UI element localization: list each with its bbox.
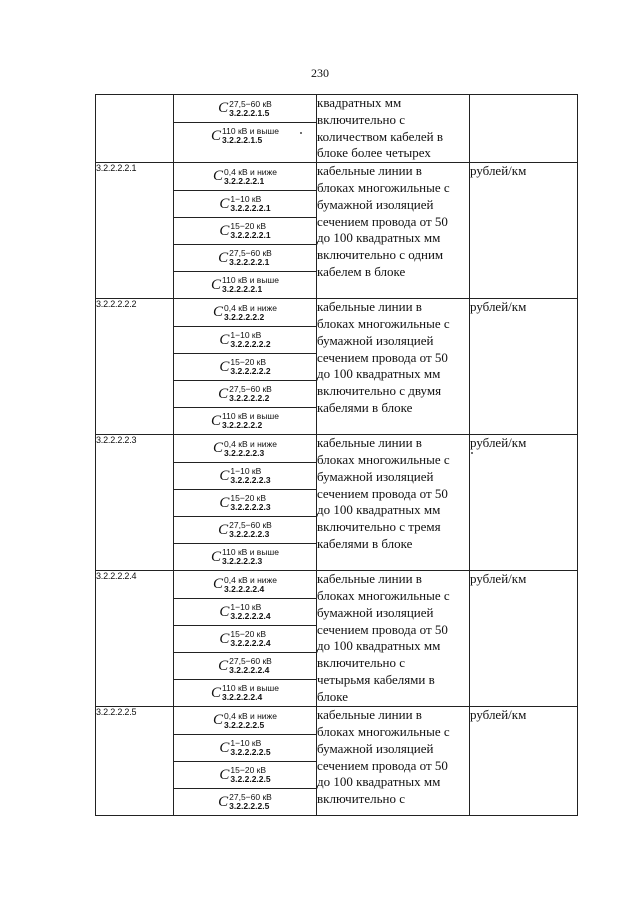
rate-symbol (174, 734, 316, 761)
description-line: бумажной изоляцией (317, 468, 434, 484)
symbol-letter: C (213, 712, 224, 729)
symbol-voltage: 1−10 кВ (230, 738, 262, 749)
symbol-letter: C (211, 276, 222, 293)
scan-speck (471, 452, 473, 454)
table-row (96, 299, 578, 435)
symbol-letter: C (219, 467, 230, 484)
description-line: сечением провода от 50 (317, 213, 448, 229)
symbol-letter: C (211, 684, 222, 701)
symbol-index: 3.2.2.2.2.2 (230, 339, 271, 350)
symbol-index: 3.2.2.2.2.3 (224, 447, 265, 458)
symbol-cell (174, 299, 317, 435)
rate-symbol (174, 407, 316, 434)
symbol-cell (174, 163, 317, 299)
table-row (96, 435, 578, 571)
description-line: кабелем в блоке (317, 263, 406, 279)
symbol-voltage: 1−10 кВ (230, 602, 262, 613)
row-unit: рублей/км (470, 435, 578, 571)
symbol-index: 3.2.2.2.2.4 (229, 665, 270, 676)
symbol-voltage: 27,5−60 кВ (229, 384, 272, 395)
symbol-letter: C (219, 358, 230, 375)
symbol-index: 3.2.2.2.2.2 (222, 420, 263, 431)
rate-symbol (174, 462, 316, 489)
description-line: сечением провода от 50 (317, 349, 448, 365)
rate-symbol (174, 122, 316, 149)
symbol-index: 3.2.2.2.2.2 (230, 366, 271, 377)
symbol-voltage: 27,5−60 кВ (229, 792, 272, 803)
rate-symbol (174, 516, 316, 543)
symbol-index: 3.2.2.2.2.2 (229, 393, 270, 404)
symbol-letter: C (218, 657, 229, 674)
symbol-voltage: 27,5−60 кВ (229, 520, 272, 531)
symbol-letter: C (219, 603, 230, 620)
symbol-index: 3.2.2.2.2.4 (224, 583, 265, 594)
symbol-index: 3.2.2.2.1.5 (229, 107, 270, 118)
symbol-voltage: 27,5−60 кВ (229, 248, 272, 259)
description-line: включительно с одним (317, 247, 444, 263)
description-line: бумажной изоляцией (317, 332, 434, 348)
symbol-cell (174, 571, 317, 707)
symbol-letter: C (219, 195, 230, 212)
row-description (317, 95, 470, 163)
rate-symbol (174, 625, 316, 652)
symbol-voltage: 0,4 кВ и ниже (224, 302, 277, 313)
symbol-index: 3.2.2.2.2.5 (230, 774, 271, 785)
description-line: четырьмя кабелями в (317, 671, 435, 687)
symbol-voltage: 15−20 кВ (230, 221, 267, 232)
symbol-index: 3.2.2.2.2.4 (230, 638, 271, 649)
symbol-index: 3.2.2.2.2.5 (230, 747, 271, 758)
symbol-letter: C (219, 739, 230, 756)
symbol-voltage: 110 кВ и выше (222, 683, 279, 694)
symbol-letter: C (219, 494, 230, 511)
description-line: до 100 квадратных мм (317, 638, 441, 654)
symbol-index: 3.2.2.2.2.5 (229, 801, 270, 812)
rate-symbol (174, 679, 316, 706)
rate-symbol (174, 571, 316, 598)
description-line: кабельные линии в (317, 299, 422, 315)
symbol-index: 3.2.2.2.2.3 (229, 529, 270, 540)
description-line: включительно с двумя (317, 383, 442, 399)
symbol-index: 3.2.2.2.2.1 (222, 284, 263, 295)
rate-symbol (174, 163, 316, 190)
row-code: 3.2.2.2.2.5 (96, 707, 174, 816)
symbol-letter: C (218, 793, 229, 810)
rate-symbol (174, 353, 316, 380)
description-line: до 100 квадратных мм (317, 230, 441, 246)
description-line: сечением провода от 50 (317, 485, 448, 501)
rate-symbol (174, 788, 316, 815)
symbol-letter: C (219, 331, 230, 348)
rate-symbol (174, 707, 316, 734)
symbol-letter: C (219, 766, 230, 783)
description-line: до 100 квадратных мм (317, 774, 441, 790)
symbol-letter: C (219, 630, 230, 647)
row-code: 3.2.2.2.2.3 (96, 435, 174, 571)
symbol-letter: C (213, 304, 224, 321)
symbol-voltage: 15−20 кВ (230, 765, 267, 776)
description-line: бумажной изоляцией (317, 604, 434, 620)
rate-symbol (174, 380, 316, 407)
symbol-letter: C (219, 222, 230, 239)
description-line: до 100 квадратных мм (317, 502, 441, 518)
table-row (96, 571, 578, 707)
rate-symbol (174, 652, 316, 679)
rate-symbol (174, 271, 316, 298)
description-line: количеством кабелей в (317, 128, 443, 144)
symbol-letter: C (213, 440, 224, 457)
description-line: кабельные линии в (317, 435, 422, 451)
symbol-voltage: 110 кВ и выше (222, 126, 279, 136)
rate-symbol (174, 326, 316, 353)
symbol-index: 3.2.2.2.2.3 (222, 556, 263, 567)
symbol-voltage: 110 кВ и выше (222, 275, 279, 286)
table-row (96, 707, 578, 816)
row-description (317, 163, 470, 299)
description-line: включительно с тремя (317, 519, 441, 535)
rate-symbol (174, 489, 316, 516)
row-description (317, 571, 470, 707)
symbol-voltage: 27,5−60 кВ (229, 98, 272, 109)
symbol-voltage: 15−20 кВ (230, 629, 267, 640)
symbol-voltage: 0,4 кВ и ниже (224, 438, 277, 449)
symbol-index: 3.2.2.2.2.1 (224, 175, 265, 186)
description-line: включительно с (317, 655, 405, 671)
description-line: сечением провода от 50 (317, 621, 448, 637)
symbol-index: 3.2.2.2.2.4 (222, 692, 263, 703)
symbol-voltage: 0,4 кВ и ниже (224, 710, 277, 721)
symbol-voltage: 110 кВ и выше (222, 547, 279, 558)
symbol-voltage: 0,4 кВ и ниже (224, 574, 277, 585)
description-line: блоке (317, 688, 349, 704)
description-line: блоках многожильные с (317, 315, 450, 331)
symbol-letter: C (218, 249, 229, 266)
symbol-cell (174, 95, 317, 163)
row-description (317, 299, 470, 435)
symbol-index: 3.2.2.2.2.2 (224, 311, 265, 322)
description-line: блоке более четырех (317, 145, 431, 161)
rate-symbol (174, 299, 316, 326)
rate-symbol (174, 190, 316, 217)
description-line: кабельные линии в (317, 571, 422, 587)
scan-speck (300, 132, 302, 134)
symbol-cell (174, 707, 317, 816)
symbol-voltage: 15−20 кВ (230, 493, 267, 504)
symbol-voltage: 1−10 кВ (230, 330, 262, 341)
description-line: кабельные линии в (317, 163, 422, 179)
symbol-index: 3.2.2.2.2.1 (229, 257, 270, 268)
symbol-voltage: 1−10 кВ (230, 466, 262, 477)
rate-symbol (174, 598, 316, 625)
description-line: кабельные линии в (317, 707, 422, 723)
symbol-letter: C (218, 521, 229, 538)
symbol-letter: C (213, 168, 224, 185)
rate-symbol (174, 95, 316, 122)
table-body (96, 95, 578, 816)
row-code: 3.2.2.2.2.1 (96, 163, 174, 299)
row-description (317, 707, 470, 816)
symbol-index: 3.2.2.2.2.3 (230, 502, 271, 513)
description-line: сечением провода от 50 (317, 757, 448, 773)
description-line: включительно с (317, 111, 405, 127)
row-code: 3.2.2.2.2.4 (96, 571, 174, 707)
row-unit: рублей/км (470, 707, 578, 816)
description-line: кабелями в блоке (317, 535, 413, 551)
description-line: блоках многожильные с (317, 587, 450, 603)
symbol-letter: C (211, 412, 222, 429)
table-row (96, 163, 578, 299)
symbol-voltage: 0,4 кВ и ниже (224, 166, 277, 177)
symbol-index: 3.2.2.2.1.5 (222, 135, 263, 145)
row-code (96, 95, 174, 163)
row-description (317, 435, 470, 571)
description-line: бумажной изоляцией (317, 740, 434, 756)
symbol-index: 3.2.2.2.2.4 (230, 611, 271, 622)
description-line: блоках многожильные с (317, 723, 450, 739)
rate-symbol (174, 761, 316, 788)
symbol-letter: C (218, 385, 229, 402)
row-unit: рублей/км (470, 299, 578, 435)
description-line: блоках многожильные с (317, 179, 450, 195)
description-line: бумажной изоляцией (317, 196, 434, 212)
description-line: до 100 квадратных мм (317, 366, 441, 382)
description-line: квадратных мм (317, 95, 402, 110)
symbol-letter: C (213, 576, 224, 593)
description-line: блоках многожильные с (317, 451, 450, 467)
tariff-table (95, 94, 578, 816)
row-code: 3.2.2.2.2.2 (96, 299, 174, 435)
symbol-letter: C (218, 100, 229, 116)
symbol-letter: C (211, 127, 222, 144)
symbol-voltage: 27,5−60 кВ (229, 656, 272, 667)
row-unit: рублей/км (470, 163, 578, 299)
symbol-voltage: 110 кВ и выше (222, 411, 279, 422)
row-unit (470, 95, 578, 163)
symbol-letter: C (211, 548, 222, 565)
rate-symbol (174, 217, 316, 244)
description-line: кабелями в блоке (317, 399, 413, 415)
symbol-voltage: 15−20 кВ (230, 357, 267, 368)
symbol-index: 3.2.2.2.2.1 (230, 230, 271, 241)
symbol-voltage: 1−10 кВ (230, 194, 262, 205)
symbol-index: 3.2.2.2.2.1 (230, 203, 271, 214)
symbol-index: 3.2.2.2.2.3 (230, 475, 271, 486)
row-unit: рублей/км (470, 571, 578, 707)
table-row (96, 95, 578, 163)
page-number: 230 (311, 66, 329, 80)
description-line: включительно с (317, 791, 405, 807)
rate-symbol (174, 435, 316, 462)
symbol-cell (174, 435, 317, 571)
symbol-index: 3.2.2.2.2.5 (224, 719, 265, 730)
rate-symbol (174, 543, 316, 570)
rate-symbol (174, 244, 316, 271)
